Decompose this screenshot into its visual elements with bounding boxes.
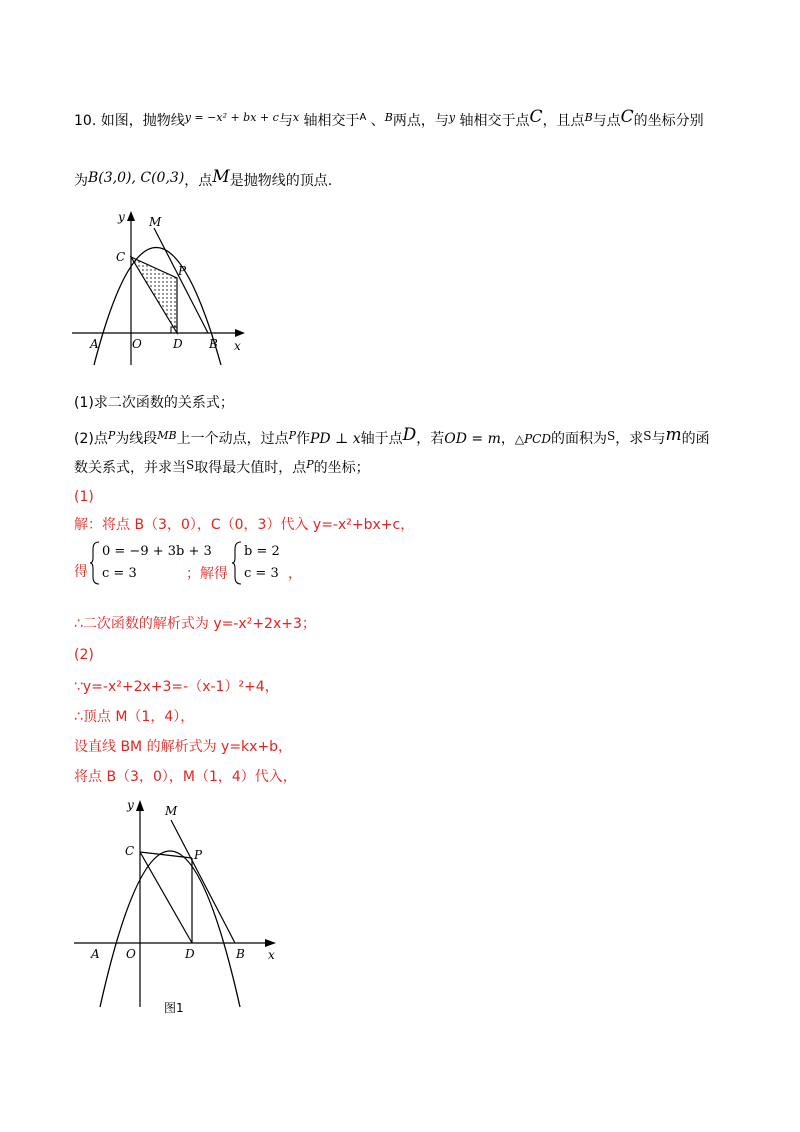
label-c: C xyxy=(116,250,126,264)
solution-systems: 得 0 = −9 + 3b + 3 c = 3 ；解得 b = 2 c = 3 ， xyxy=(74,540,474,586)
left-brace-icon xyxy=(232,541,242,585)
label-p: P xyxy=(178,264,187,278)
y-axis-arrow-icon xyxy=(127,211,135,221)
question-2-line-2: 数关系式，并求当S取得最大值时，点$^P$的坐标； xyxy=(74,458,370,476)
label-y: y xyxy=(127,798,134,812)
label-x: x xyxy=(268,948,275,962)
question-2-line-1: (2)点$^P$为线段$^{MB}$上一个动点，过点$^P$作PD ⊥ x轴于点D，若OD = m，△PCD的面积为S，求S与m的函 xyxy=(74,425,710,447)
label-d: D xyxy=(173,337,183,351)
solution-vertex: ∴顶点 M（1，4）， xyxy=(74,709,195,725)
segment-cp xyxy=(140,852,192,858)
parabola-curve xyxy=(100,851,240,1007)
label-y: y xyxy=(118,210,125,224)
label-c: C xyxy=(125,844,135,858)
solution-vertex-form: ∵y=-x²+2x+3=-（x-1）²+4， xyxy=(74,679,279,695)
solution-part-1-label: (1) xyxy=(74,489,94,505)
x-axis-arrow-icon xyxy=(265,939,276,947)
label-b: B xyxy=(236,947,245,961)
label-m: M xyxy=(149,215,162,229)
label-b: B xyxy=(209,337,218,351)
label-m: M xyxy=(165,804,178,818)
segment-cd xyxy=(140,852,192,943)
label-p: P xyxy=(194,848,203,862)
solution-substitute: 解：将点 B（3，0），C（0，3）代入 y=-x²+bx+c， xyxy=(74,517,415,533)
solution-part-2-label: (2) xyxy=(74,647,94,663)
problem-number: 10. xyxy=(74,113,97,129)
figure-1-parabola xyxy=(70,205,270,365)
solution-line-bm: 设直线 BM 的解析式为 y=kx+b， xyxy=(74,739,293,755)
problem-line-1: 10. 如图，抛物线$^{y = -x^2 + bx + c}$与$^x$ 轴相交于$^A$ 、$^B$两点，与$^y$ 轴相交于点C，且点$^B$与点C的坐标分别 xyxy=(74,107,704,129)
label-a: A xyxy=(91,947,100,961)
triangle-pcd-shaded xyxy=(131,257,177,333)
given-coordinates: B(3,0), C(0,3) xyxy=(88,170,185,186)
label-a: A xyxy=(90,337,99,351)
label-d: D xyxy=(185,947,195,961)
figure-caption: 图1 xyxy=(164,1001,184,1015)
label-o: O xyxy=(132,337,142,351)
label-x: x xyxy=(234,339,241,353)
label-o: O xyxy=(126,947,136,961)
figure-2-parabola xyxy=(72,795,292,1020)
problem-line-2: 为B(3,0), C(0,3)，点M是抛物线的顶点. xyxy=(74,167,333,189)
parabola-curve xyxy=(94,248,221,366)
question-1: (1)求二次函数的关系式； xyxy=(74,395,234,411)
solution-substitute-bm: 将点 B（3，0），M（1，4）代入， xyxy=(74,769,297,785)
segment-mb xyxy=(171,820,235,943)
left-brace-icon xyxy=(90,541,100,585)
solution-result-1: ∴二次函数的解析式为 y=-x²+2x+3； xyxy=(74,616,316,632)
x-axis-arrow-icon xyxy=(235,329,245,337)
y-axis-arrow-icon xyxy=(136,800,144,811)
parabola-equation: y = −x² + bx + c xyxy=(184,111,279,124)
